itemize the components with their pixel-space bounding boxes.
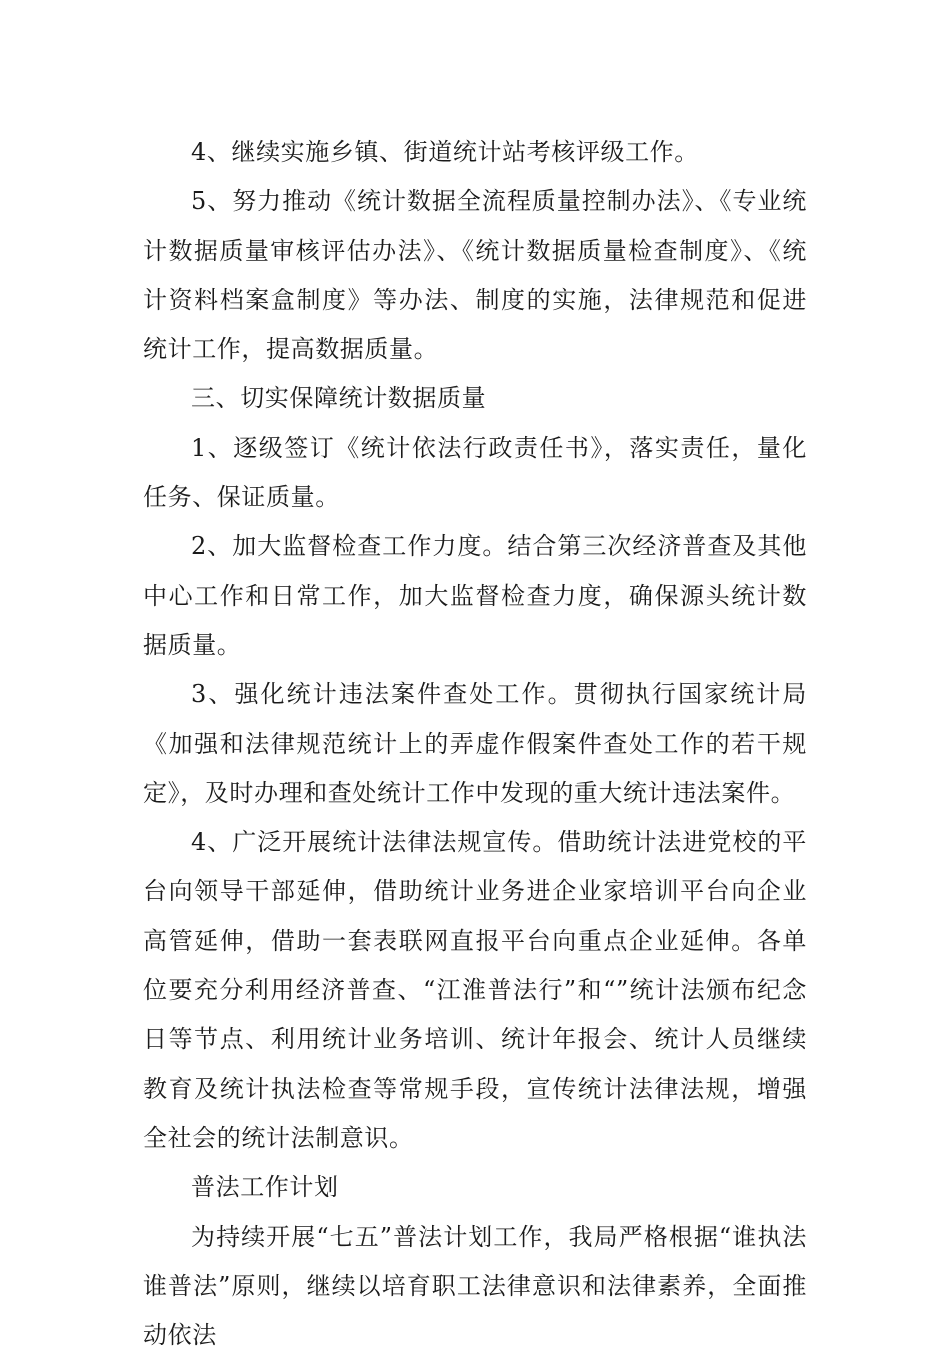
paragraph-item-4-law-publicity: 4、广泛开展统计法律法规宣传。借助统计法进党校的平台向领导干部延伸，借助统计业务进企业家培训平台向企业高管延伸，借助一套表联网直报平台向重点企业延伸。各单位要充分利用经济普查、“江淮普法行”和“”统计法颁布纪念日等节点、利用统计业务培训、统计年报会、统计人员继续教育及统计执法检查等常规手段，宣传统计法律法规，增强全社会的统计法制意识。 [143, 828, 807, 1152]
paragraph-item-5-quality-control-measures: 5、努力推动《统计数据全流程质量控制办法》、《专业统计数据质量审核评估办法》、《统计数据质量检查制度》、《统计资料档案盒制度》等办法、制度的实施，法律规范和促进统计工作，提高数据质量。 [143, 187, 807, 364]
paragraph-item-1-responsibility: 1、逐级签订《统计依法行政责任书》，落实责任，量化任务、保证质量。 [143, 433, 807, 512]
document-body [143, 128, 807, 1360]
paragraph-item-3-violation-cases: 3、强化统计违法案件查处工作。贯彻执行国家统计局《加强和法律规范统计上的弄虚作假案件查处工作的若干规定》，及时办理和查处统计工作中发现的重大统计违法案件。 [143, 680, 807, 807]
section-heading-legal-education-plan: 普法工作计划 [191, 1173, 339, 1202]
paragraph-item-2-supervision: 2、加大监督检查工作力度。结合第三次经济普查及其他中心工作和日常工作，加大监督检查力度，确保源头统计数据质量。 [143, 532, 807, 659]
paragraph-plan-intro: 为持续开展“七五”普法计划工作，我局严格根据“谁执法谁普法”原则，继续以培育职工法律意识和法律素养，全面推动依法 [143, 1222, 807, 1350]
paragraph-item-4-township-assessment: 4、继续实施乡镇、街道统计站考核评级工作。 [191, 138, 699, 166]
section-heading-data-quality: 三、切实保障统计数据质量 [191, 384, 487, 413]
